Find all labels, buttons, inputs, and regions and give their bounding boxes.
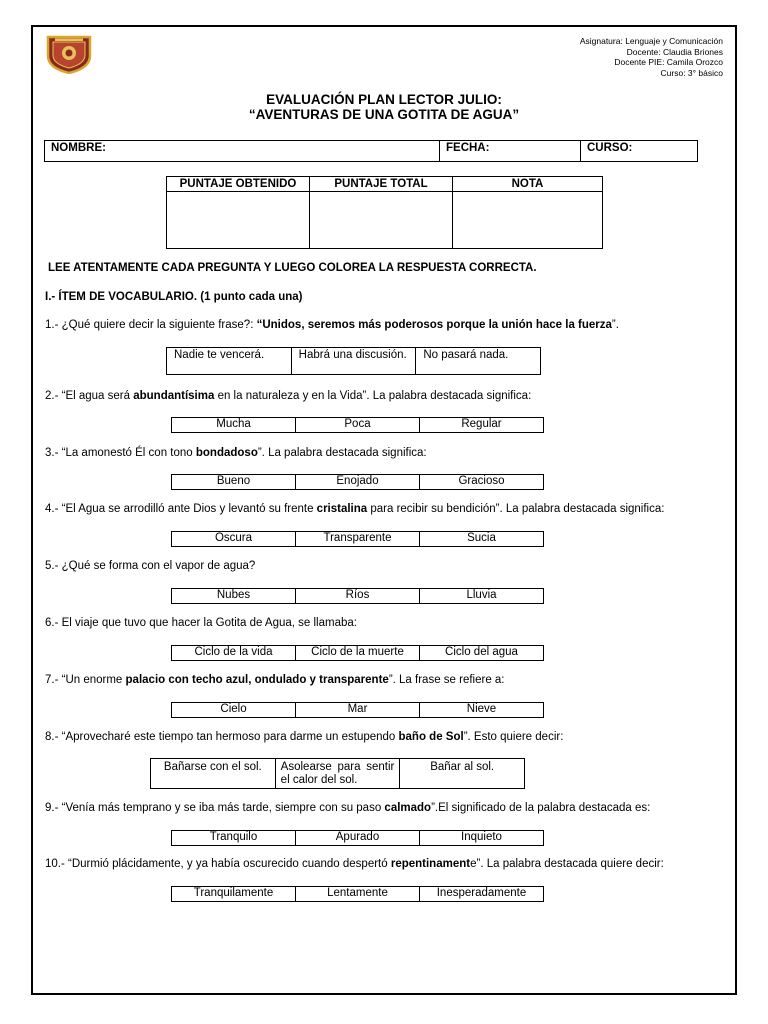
score-total-cell[interactable] xyxy=(310,192,453,249)
question-highlight: cristalina xyxy=(316,503,368,515)
question-highlight: baño de Sol xyxy=(398,731,464,743)
answer-option[interactable]: Apurado xyxy=(295,831,419,845)
question-text-end: ”. La palabra destacada significa: xyxy=(257,447,427,459)
answer-options-5 xyxy=(171,588,544,604)
title-line-1: EVALUACIÓN PLAN LECTOR JULIO: xyxy=(266,92,502,107)
answer-option[interactable]: Nadie te vencerá. xyxy=(174,349,265,361)
question-highlight: abundantísima xyxy=(133,390,215,402)
question-highlight: bondadoso xyxy=(195,447,258,459)
question-text-end: ”. La frase se refiere a: xyxy=(388,674,505,686)
answer-option[interactable]: Enojado xyxy=(295,475,419,489)
teacher-label: Docente: Claudia Briones xyxy=(626,46,723,57)
question-3 xyxy=(45,447,427,459)
question-highlight: “Unidos, seremos más poderosos porque la unión hace la fuerza xyxy=(256,319,612,331)
answer-options-2 xyxy=(171,417,544,433)
question-text: 3.- “La amonestó Él con tono xyxy=(45,447,196,459)
question-text-end: para recibir su bendición”. La palabra destacada significa: xyxy=(367,503,665,515)
answer-option[interactable]: Transparente xyxy=(295,532,419,546)
answer-option[interactable]: Sucia xyxy=(419,532,543,546)
answer-option[interactable]: Inesperadamente xyxy=(419,887,543,901)
question-6 xyxy=(45,617,357,629)
answer-option[interactable]: Nubes xyxy=(216,589,251,601)
answer-option[interactable]: Ciclo del agua xyxy=(419,646,543,660)
answer-option[interactable]: Inquieto xyxy=(419,831,543,845)
answer-option[interactable]: Asolearse para sentir el calor del sol. xyxy=(275,759,400,788)
question-text: 7.- “Un enorme xyxy=(45,674,126,686)
answer-option[interactable]: Tranquilo xyxy=(209,831,258,843)
answer-option[interactable]: Cielo xyxy=(220,703,247,715)
question-text: 2.- “El agua será xyxy=(45,390,134,402)
question-text: 9.- “Venía más temprano y se iba más tarde, siempre con su paso xyxy=(45,802,385,814)
course-field[interactable] xyxy=(580,141,697,161)
answer-options-4 xyxy=(171,531,544,547)
question-10 xyxy=(45,858,664,870)
score-table xyxy=(166,176,603,249)
instructions: LEE ATENTAMENTE CADA PREGUNTA Y LUEGO COLOREA LA RESPUESTA CORRECTA. xyxy=(48,262,537,274)
name-field[interactable] xyxy=(45,141,439,161)
student-info-row xyxy=(44,140,698,162)
date-field[interactable] xyxy=(439,141,580,161)
name-label: NOMBRE: xyxy=(51,142,106,154)
answer-option[interactable]: Regular xyxy=(419,418,543,432)
answer-option[interactable]: Bueno xyxy=(216,475,251,487)
question-text-end: ”. Esto quiere decir: xyxy=(463,731,564,743)
question-text: 8.- “Aprovecharé este tiempo tan hermoso para darme un estupendo xyxy=(45,731,399,743)
answer-options-9 xyxy=(171,830,544,846)
score-obtained-header: PUNTAJE OBTENIDO xyxy=(167,177,310,192)
question-text-end: ”.El significado de la palabra destacada es: xyxy=(431,802,651,814)
question-1 xyxy=(45,319,619,331)
answer-options-3 xyxy=(171,474,544,490)
answer-option[interactable]: Oscura xyxy=(214,532,253,544)
answer-options-8 xyxy=(150,758,525,789)
question-text: 4.- “El Agua se arrodilló ante Dios y levantó su frente xyxy=(45,503,317,515)
school-logo-icon xyxy=(46,34,92,74)
answer-option[interactable]: Mucha xyxy=(216,418,251,430)
grade-cell[interactable] xyxy=(453,192,603,249)
pie-teacher-label: Docente PIE: Camila Orozco xyxy=(614,57,723,67)
question-4 xyxy=(45,503,664,515)
answer-options-7 xyxy=(171,702,544,718)
answer-option[interactable]: Ríos xyxy=(295,589,419,603)
question-2 xyxy=(45,390,531,402)
question-highlight: repentinament xyxy=(390,858,471,870)
answer-option[interactable]: Ciclo de la vida xyxy=(194,646,273,658)
answer-options-10 xyxy=(171,886,544,902)
question-text: 6.- El viaje que tuvo que hacer la Gotita de Agua, se llamaba: xyxy=(45,617,357,629)
question-text-end: e”. La palabra destacada quiere decir: xyxy=(470,858,664,870)
course-label: Curso: 3° básico xyxy=(660,67,723,78)
date-label: FECHA: xyxy=(446,142,490,154)
score-total-header: PUNTAJE TOTAL xyxy=(310,177,453,192)
question-9 xyxy=(45,802,650,814)
question-text: 5.- ¿Qué se forma con el vapor de agua? xyxy=(45,560,256,572)
question-highlight: palacio con techo azul, ondulado y transparente xyxy=(125,674,389,686)
question-text-end: ”. xyxy=(611,319,619,331)
answer-option[interactable]: Mar xyxy=(295,703,419,717)
answer-option[interactable]: Lentamente xyxy=(295,887,419,901)
section-heading: I.- ÍTEM DE VOCABULARIO. (1 punto cada una) xyxy=(45,291,303,303)
answer-option[interactable]: Habrá una discusión. xyxy=(291,348,416,374)
answer-option[interactable]: Gracioso xyxy=(419,475,543,489)
answer-option[interactable]: Bañar al sol. xyxy=(399,759,524,788)
question-5 xyxy=(45,560,255,572)
subject-label: Asignatura: Lenguaje y Comunicación xyxy=(579,36,723,46)
question-text-end: en la naturaleza y en la Vida”. La palabra destacada significa: xyxy=(214,390,532,402)
score-obtained-cell[interactable] xyxy=(167,192,310,249)
question-highlight: calmado xyxy=(384,802,432,814)
answer-option[interactable]: Bañarse con el sol. xyxy=(163,761,262,773)
answer-option[interactable]: Ciclo de la muerte xyxy=(295,646,419,660)
answer-option[interactable]: Lluvia xyxy=(419,589,543,603)
question-text: 10.- “Durmió plácidamente, y ya había oscurecido cuando despertó xyxy=(45,858,391,870)
question-7 xyxy=(45,674,505,686)
question-text: 1.- ¿Qué quiere decir la siguiente frase?: xyxy=(45,319,257,331)
course-field-label: CURSO: xyxy=(587,142,633,154)
question-8 xyxy=(45,731,563,743)
header-info xyxy=(580,36,723,78)
answer-option[interactable]: Nieve xyxy=(419,703,543,717)
answer-options-1 xyxy=(166,347,541,375)
answer-option[interactable]: Tranquilamente xyxy=(193,887,274,899)
title-line-2: “AVENTURAS DE UNA GOTITA DE AGUA” xyxy=(248,107,520,122)
answer-option[interactable]: No pasará nada. xyxy=(415,348,540,374)
answer-option[interactable]: Poca xyxy=(295,418,419,432)
answer-options-6 xyxy=(171,645,544,661)
grade-header: NOTA xyxy=(453,177,603,192)
